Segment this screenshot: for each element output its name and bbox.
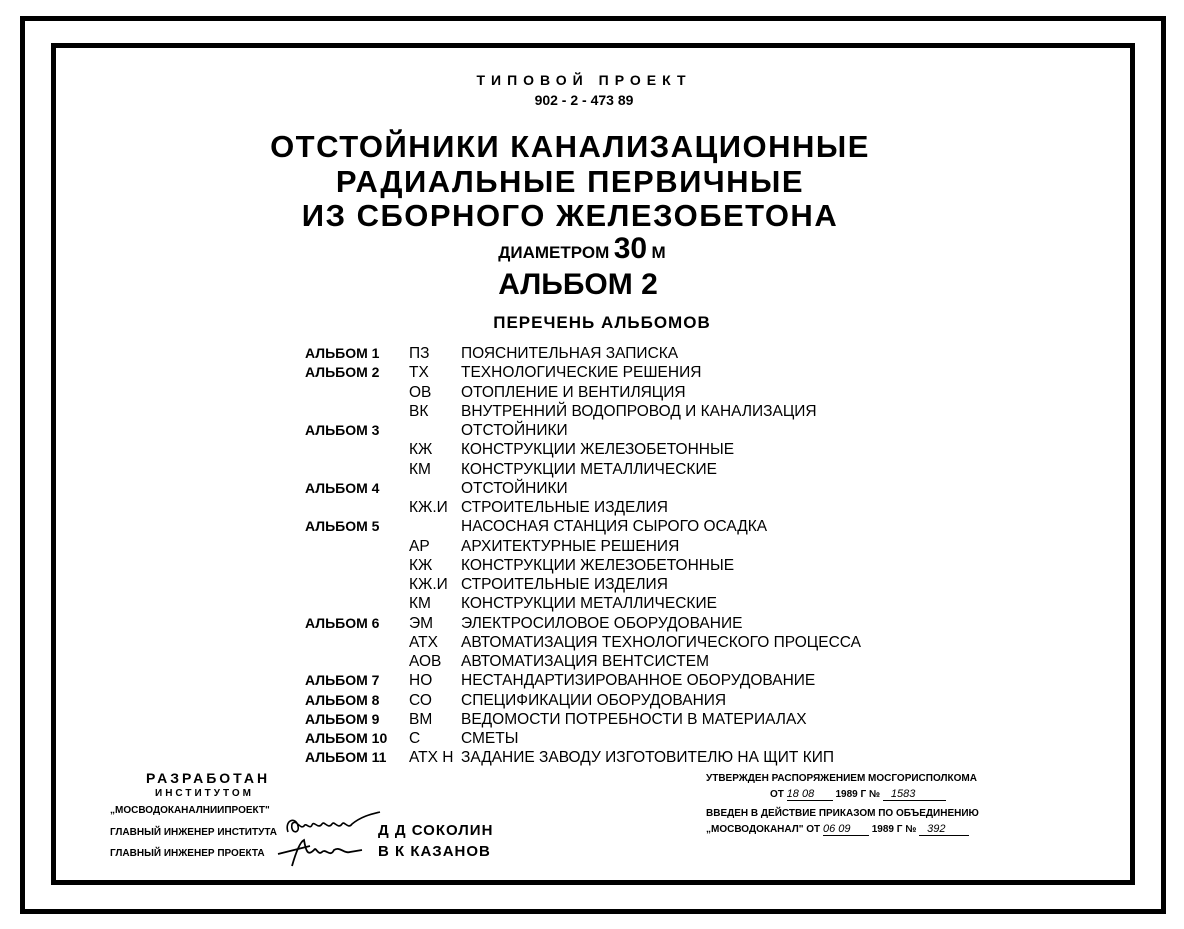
row-description: ОТОПЛЕНИЕ И ВЕНТИЛЯЦИЯ — [461, 383, 686, 401]
row-code: КЖ — [409, 556, 433, 574]
row-description: АРХИТЕКТУРНЫЕ РЕШЕНИЯ — [461, 537, 680, 555]
enactment-date: 06 09 — [823, 823, 869, 836]
row-code: КЖ.И — [409, 499, 448, 516]
row-album: АЛЬБОМ 3 — [305, 422, 380, 438]
row-description: ПОЯСНИТЕЛЬНАЯ ЗАПИСКА — [461, 345, 679, 362]
row-description: СПЕЦИФИКАЦИИ ОБОРУДОВАНИЯ — [461, 691, 727, 709]
diameter-line — [0, 232, 1174, 266]
row-description: КОНСТРУКЦИИ ЖЕЛЕЗОБЕТОННЫЕ — [461, 441, 735, 459]
row-description: НАСОСНАЯ СТАНЦИЯ СЫРОГО ОСАДКА — [461, 518, 768, 536]
diameter-unit: М — [651, 243, 666, 262]
approval-number: 1583 — [883, 788, 946, 801]
developer-line-1: РАЗРАБОТАН — [146, 770, 271, 786]
row-album: АЛЬБОМ 2 — [305, 364, 380, 381]
enactment-line-2 — [706, 823, 969, 836]
approval-year: 1989 Г № — [835, 789, 881, 800]
row-code: АОВ — [409, 653, 442, 670]
project-series: ТИПОВОЙ ПРОЕКТ — [476, 72, 692, 88]
title-line-3: ИЗ СБОРНОГО ЖЕЛЕЗОБЕТОНА — [301, 198, 839, 233]
row-code: С — [409, 730, 421, 747]
approval-line-1: УТВЕРЖДЕН РАСПОРЯЖЕНИЕМ МОСГОРИСПОЛКОМА — [706, 773, 977, 784]
enactment-line-1: ВВЕДЕН В ДЕЙСТВИЕ ПРИКАЗОМ ПО ОБЪЕДИНЕНИЮ — [706, 808, 979, 819]
chief-project-label: ГЛАВНЫЙ ИНЖЕНЕР ПРОЕКТА — [110, 848, 265, 859]
row-code: СО — [409, 691, 432, 709]
album-number: АЛЬБОМ 2 — [498, 268, 658, 301]
row-code: ОВ — [409, 383, 432, 401]
row-code: ЭМ — [409, 614, 434, 632]
row-code: ТХ — [409, 364, 429, 382]
enactment-year: 1989 Г № — [871, 824, 917, 835]
row-code: КМ — [409, 460, 431, 478]
chief-institute-name: Д Д СОКОЛИН — [378, 822, 494, 839]
row-description: ОТСТОЙНИКИ — [461, 479, 568, 497]
row-code: НО — [409, 672, 433, 690]
row-description: ВНУТРЕННИЙ ВОДОПРОВОД И КАНАЛИЗАЦИЯ — [461, 402, 817, 420]
chief-institute-label: ГЛАВНЫЙ ИНЖЕНЕР ИНСТИТУТА — [110, 827, 278, 838]
signature-kazanov — [270, 832, 370, 872]
row-description: ЗАДАНИЕ ЗАВОДУ ИЗГОТОВИТЕЛЮ НА ЩИТ КИП — [461, 749, 835, 767]
enactment-org: „МОСВОДОКАНАЛ" ОТ — [706, 824, 821, 835]
row-code: ВМ — [409, 710, 433, 728]
row-description: АВТОМАТИЗАЦИЯ ТЕХНОЛОГИЧЕСКОГО ПРОЦЕССА — [461, 633, 861, 651]
row-code: АТХ — [409, 633, 438, 651]
developer-line-2: ИНСТИТУТОМ — [155, 788, 254, 799]
row-album: АЛЬБОМ 5 — [305, 518, 380, 535]
row-code: АТХ Н — [409, 749, 454, 767]
row-description: ТЕХНОЛОГИЧЕСКИЕ РЕШЕНИЯ — [461, 364, 702, 382]
row-album: АЛЬБОМ 9 — [305, 710, 380, 727]
row-album: АЛЬБОМ 1 — [305, 345, 380, 361]
approval-date: 18 08 — [787, 788, 833, 801]
row-album: АЛЬБОМ 10 — [305, 730, 388, 746]
row-code: ПЗ — [409, 345, 430, 362]
row-description: КОНСТРУКЦИИ МЕТАЛЛИЧЕСКИЕ — [461, 595, 717, 613]
enactment-number: 392 — [919, 823, 969, 836]
row-description: АВТОМАТИЗАЦИЯ ВЕНТСИСТЕМ — [461, 653, 709, 670]
title-line-2: РАДИАЛЬНЫЕ ПЕРВИЧНЫЕ — [335, 164, 805, 199]
approval-line-2 — [770, 788, 946, 801]
row-code: КЖ — [409, 441, 433, 459]
chief-project-name: В К КАЗАНОВ — [378, 843, 491, 860]
row-album: АЛЬБОМ 8 — [305, 691, 380, 708]
title-line-1: ОТСТОЙНИКИ КАНАЛИЗАЦИОННЫЕ — [270, 129, 870, 164]
row-description: КОНСТРУКЦИИ МЕТАЛЛИЧЕСКИЕ — [461, 460, 717, 478]
row-description: ОТСТОЙНИКИ — [461, 422, 568, 439]
project-code: 902 - 2 - 473 89 — [534, 92, 634, 108]
developer-institute: „МОСВОДОКАНАЛНИИПРОЕКТ" — [110, 805, 270, 816]
row-code: АР — [409, 537, 430, 555]
diameter-value: 30 — [613, 232, 648, 265]
row-album: АЛЬБОМ 4 — [305, 479, 380, 496]
row-code: КМ — [409, 595, 431, 613]
row-description: КОНСТРУКЦИИ ЖЕЛЕЗОБЕТОННЫЕ — [461, 556, 735, 574]
row-description: ЭЛЕКТРОСИЛОВОЕ ОБОРУДОВАНИЕ — [461, 614, 743, 632]
row-code: КЖ.И — [409, 576, 448, 593]
row-album: АЛЬБОМ 7 — [305, 672, 380, 689]
row-description: СМЕТЫ — [461, 730, 519, 747]
row-album: АЛЬБОМ 6 — [305, 614, 380, 631]
approval-from: ОТ — [770, 789, 784, 800]
row-description: СТРОИТЕЛЬНЫЕ ИЗДЕЛИЯ — [461, 499, 668, 516]
diameter-label: ДИАМЕТРОМ — [498, 243, 610, 262]
row-description: ВЕДОМОСТИ ПОТРЕБНОСТИ В МАТЕРИАЛАХ — [461, 710, 807, 728]
row-description: НЕСТАНДАРТИЗИРОВАННОЕ ОБОРУДОВАНИЕ — [461, 672, 816, 690]
row-code: ВК — [409, 402, 429, 420]
row-description: СТРОИТЕЛЬНЫЕ ИЗДЕЛИЯ — [461, 576, 668, 593]
row-album: АЛЬБОМ 11 — [305, 749, 387, 766]
album-list-title: ПЕРЕЧЕНЬ АЛЬБОМОВ — [493, 313, 711, 332]
